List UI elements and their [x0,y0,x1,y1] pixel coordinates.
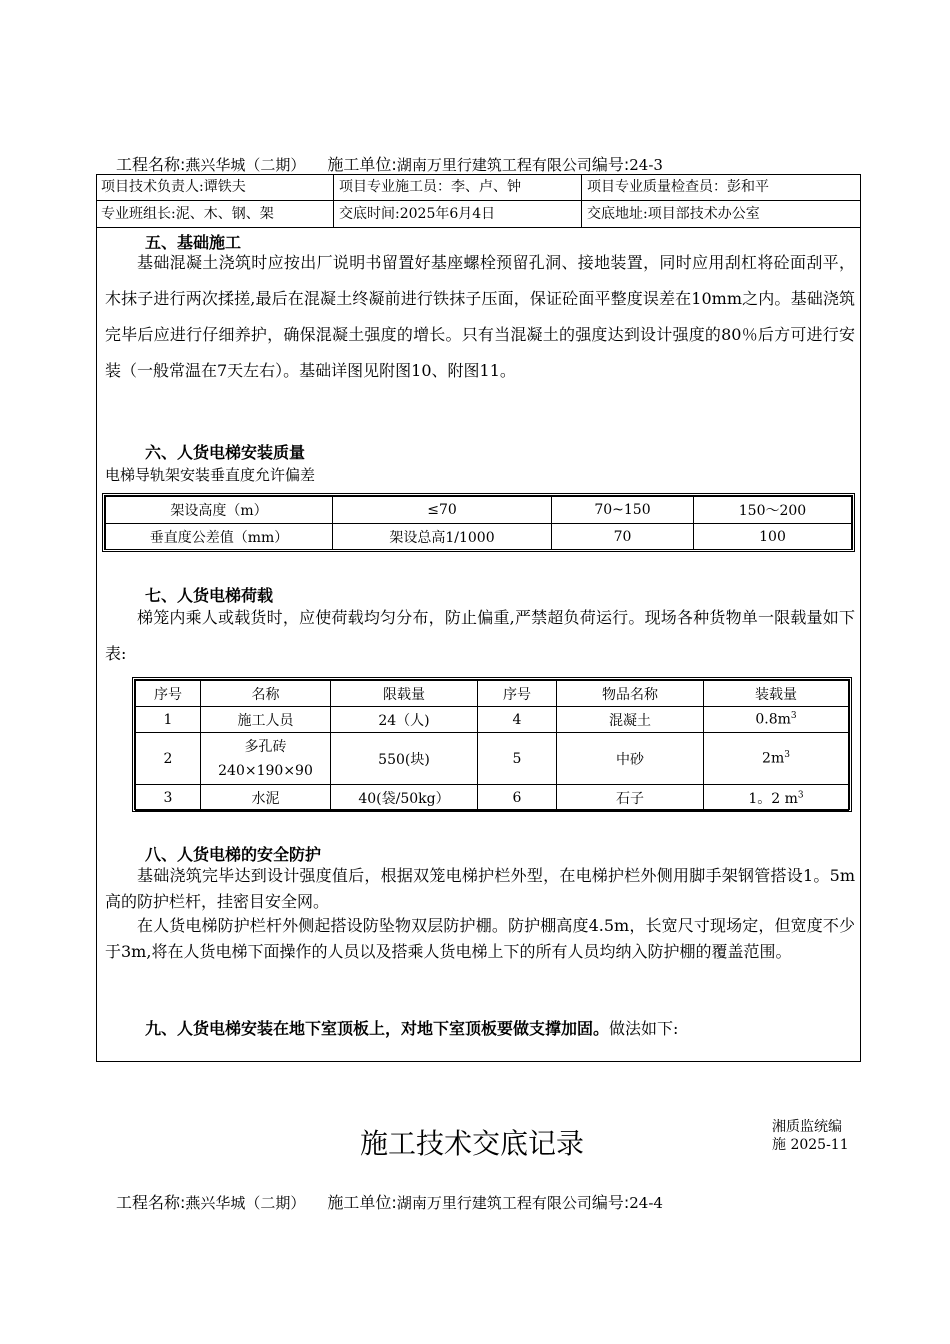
header-cell: 装载量 [704,681,849,707]
table-cell: 70~150 [552,497,694,524]
table-cell: 石子 [557,785,704,811]
section-6-title: 六、人货电梯安装质量 [145,443,306,462]
load-value: 0.8m [755,711,791,728]
table-cell: 550(块) [331,733,478,785]
table-cell [704,707,849,733]
table-cell: 2 [136,733,201,785]
table-row [106,524,852,550]
header-cell: 序号 [478,681,557,707]
header-line-1 [116,152,663,175]
table-cell: 3 [136,785,201,811]
section-8-para-1: 基础浇筑完毕达到设计强度值后，根据双笼电梯护栏外型，在电梯护栏外侧用脚手架钢管搭设1。5m高的防护栏杆，挂密目安全网。 [105,866,855,911]
table-cell: 中砂 [557,733,704,785]
header-cell: 限载量 [331,681,478,707]
table-row [136,785,849,811]
section-7-title: 七、人货电梯荷载 [145,586,274,605]
tech-lead: 项目技术负责人:谭铁夫 [101,179,246,195]
constructors: 项目专业施工员：李、卢、钟 [339,179,521,195]
table-cell [704,785,849,811]
table-row [136,733,849,785]
handover-date: 交底时间:2025年6月4日 [339,206,496,222]
superscript: 3 [797,789,804,800]
header-cell: 名称 [201,681,331,707]
team-leaders: 专业班组长:泥、木、钢、架 [101,206,274,222]
table-cell [704,733,849,785]
table-cell: 6 [478,785,557,811]
table-cell: ≤70 [333,497,552,524]
number-value: 24-4 [629,1194,663,1212]
table-cell: 5 [478,733,557,785]
project-label: 工程名称: [116,155,186,174]
unit-label: 施工单位: [327,155,397,174]
unit-value: 湖南万里行建筑工程有限公司 [396,1194,592,1212]
table-cell: 4 [478,707,557,733]
table-row [106,497,852,524]
table-cell: 1 [136,707,201,733]
superscript: 3 [790,711,797,722]
table-cell: 架设总高1/1000 [333,524,552,550]
table-cell [201,733,331,785]
doc-title: 施工技术交底记录 [360,1127,585,1160]
table-cell: 150～200 [694,497,852,524]
side-note-line-1: 湘质监统编 [772,1119,842,1135]
section-6-subtitle: 电梯导轨架安装垂直度允许偏差 [105,466,316,484]
load-table [135,680,849,811]
header-line-2 [116,1190,663,1213]
load-value: 2m [762,750,785,767]
inspector: 项目专业质量检查员：彭和平 [587,179,769,195]
superscript: 3 [784,750,790,761]
section-5-body: 基础混凝土浇筑时应按出厂说明书留置好基座螺栓预留孔洞、接地装置，同时应用刮杠将砼面刮平，木抹子进行两次揉搓,最后在混凝土终凝前进行铁抹子压面，保证砼面平整度误差在10mm之内。基础浇筑完毕后应进行仔细养护，确保混凝土强度的增长。只有当混凝土的强度达到设计强度的80％后方可进行安装（一般常温在7天左右）。基础详图见附图10、附图11。 [105,253,855,380]
table-cell: 24（人) [331,707,478,733]
handover-location: 交底地址:项目部技术办公室 [587,206,760,222]
project-label: 工程名称: [116,1193,186,1212]
info-row-2 [96,201,861,228]
project-value: 燕兴华城（二期） [185,1194,306,1212]
section-8-para-2: 在人货电梯防护栏杆外侧起搭设防坠物双层防护棚。防护棚高度4.5m，长宽尺寸现场定，但宽度不少于3m,将在人货电梯下面操作的人员以及搭乘人货电梯上下的所有人员均纳入防护棚的覆盖范围。 [105,916,855,961]
number-label: 编号: [591,155,630,174]
number-label: 编号: [591,1193,630,1212]
section-9-title: 九、人货电梯安装在地下室顶板上，对地下室顶板要做支撑加固。 [145,1019,610,1038]
brick-spec: 240×190×90 [218,762,313,779]
number-value: 24-3 [629,156,663,174]
info-row-1 [96,174,861,201]
table-cell: 垂直度公差值（mm） [106,524,333,550]
section-5-title: 五、基础施工 [145,233,242,252]
side-note [772,1118,849,1154]
table-cell: 100 [694,524,852,550]
table-header-row [136,681,849,707]
section-8-title: 八、人货电梯的安全防护 [145,845,322,864]
section-7-body: 梯笼内乘人或载货时，应使荷载均匀分布，防止偏重,严禁超负荷运行。现场各种货物单一限载量如下表: [105,608,855,663]
tolerance-table [105,496,852,550]
header-cell: 序号 [136,681,201,707]
project-value: 燕兴华城（二期） [185,156,306,174]
table-cell: 架设高度（m） [106,497,333,524]
table-cell: 混凝土 [557,707,704,733]
side-note-line-2: 施 2025-11 [772,1137,849,1153]
load-value: 1。2 m [748,790,798,807]
table-cell: 70 [552,524,694,550]
header-cell: 物品名称 [557,681,704,707]
table-cell: 施工人员 [201,707,331,733]
item-name: 多孔砖 [244,738,287,755]
table-cell: 40(袋/50kg） [331,785,478,811]
unit-label: 施工单位: [327,1193,397,1212]
section-9 [145,1016,678,1039]
table-cell: 水泥 [201,785,331,811]
section-9-tail: 做法如下: [609,1019,679,1038]
unit-value: 湖南万里行建筑工程有限公司 [396,156,592,174]
table-row [136,707,849,733]
